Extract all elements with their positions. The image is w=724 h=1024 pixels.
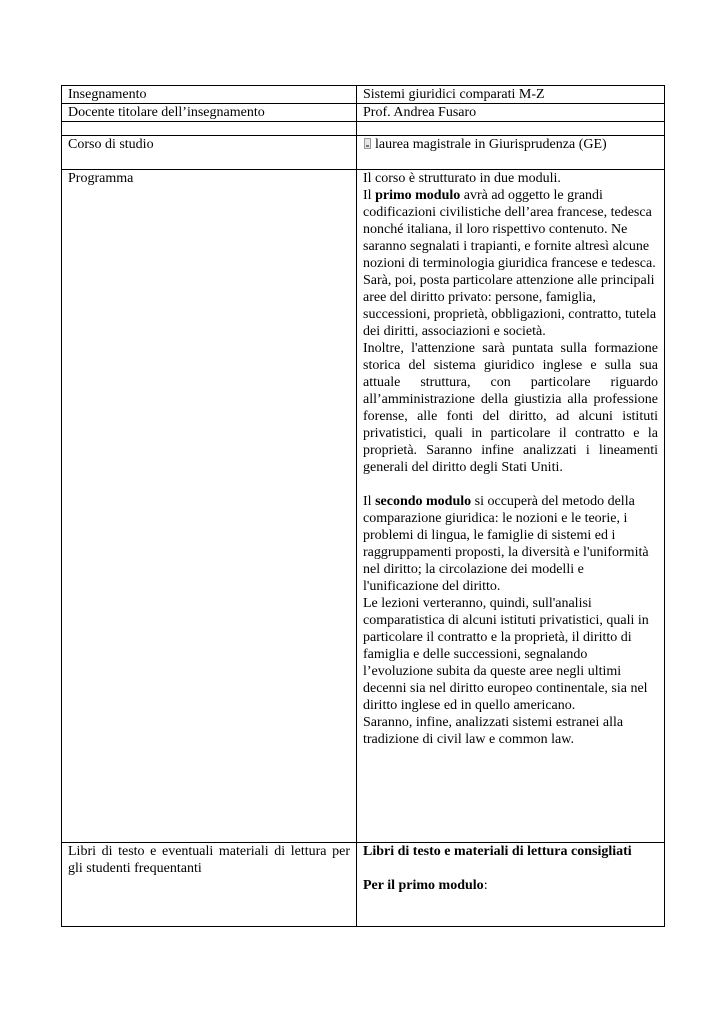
primo-modulo-books-colon: : [483, 878, 488, 893]
programma-p2-post: avrà ad oggetto le grandi codificazioni civilistiche dell’area francese, tedesca nonché italiana, il loro rispettivo contenuto. Ne saranno segnalati i trapianti, e fornite altresì alcune nozioni di terminologia giuridica francese e tedesca. Sarà, poi, posta particolare attenzione alle principali aree del diritto privato: persone, famiglia, successioni, proprietà, obbligazioni, contratto, tutela dei diritti, associazioni e società. [363, 188, 657, 339]
row-insegnamento [62, 86, 665, 104]
programma-sistemi-estranei: Saranno, infine, analizzati sistemi estranei alla tradizione di civil law e common law. [363, 715, 624, 747]
docente-value: Prof. Andrea Fusaro [357, 104, 665, 122]
programma-label: Programma [62, 170, 357, 843]
libri-heading-text: Libri di testo e materiali di lettura consigliati [363, 844, 632, 859]
primo-modulo-books-label: Per il primo modulo [363, 878, 484, 893]
row-docente [62, 104, 665, 122]
secondo-modulo-bold: secondo modulo [375, 494, 472, 509]
corso-label: Corso di studio [62, 136, 357, 170]
corso-value: laurea magistrale in Giurisprudenza (GE) [375, 137, 607, 152]
programma-lezioni: Le lezioni verteranno, quindi, sull'analisi comparatistica di alcuni istituti privatistici, quali in particolare il contratto e la proprietà, il diritto di famiglia e delle successioni, segnalando l’evoluzione subita da queste aree negli ultimi decenni sia nel diritto europeo continentale, sia nel diritto inglese ed in quello americano. [363, 596, 649, 713]
programma-p4-post: si occuperà del metodo della comparazione giuridica: le nozioni e le teorie, i problemi di lingua, le famiglie di sistemi ed i raggruppamenti proposti, la diversità e l'uniformità nel diritto; la circolazione dei modelli e l'unificazione del diritto. [363, 494, 649, 594]
programma-secondo-modulo [363, 493, 658, 595]
row-corso [62, 136, 665, 170]
programma-content [357, 170, 665, 843]
document-bullet-icon [364, 138, 371, 149]
insegnamento-value: Sistemi giuridici comparati M-Z [357, 86, 665, 104]
libri-label: Libri di testo e eventuali materiali di lettura per gli studenti frequentanti [62, 843, 357, 927]
programma-primo-modulo [363, 187, 658, 340]
primo-modulo-books [363, 877, 658, 894]
programma-p4-pre: Il [363, 494, 376, 509]
corso-value-cell [357, 136, 665, 170]
row-programma [62, 170, 665, 843]
libri-gap [363, 860, 658, 877]
empty-cell-right [357, 122, 665, 136]
empty-cell-left [62, 122, 357, 136]
row-empty [62, 122, 665, 136]
row-libri [62, 843, 665, 927]
paragraph-gap [363, 476, 658, 493]
course-info-table [61, 85, 665, 927]
libri-content [357, 843, 665, 927]
docente-label: Docente titolare dell’insegnamento [62, 104, 357, 122]
insegnamento-label: Insegnamento [62, 86, 357, 104]
primo-modulo-bold: primo modulo [375, 188, 461, 203]
libri-heading [363, 843, 658, 860]
programma-intro: Il corso è strutturato in due moduli. [363, 171, 561, 186]
programma-inglese: Inoltre, l'attenzione sarà puntata sulla formazione storica del sistema giuridico inglese e sulla sua attuale struttura, con particolare riguardo all’amministrazione della giustizia alla professione forense, alle fonti del diritto, ad alcuni istituti privatistici, quali in particolare il contratto e la proprietà. Saranno infine analizzati i lineamenti generali del diritto degli Stati Uniti. [363, 341, 658, 475]
programma-p2-pre: Il [363, 188, 376, 203]
